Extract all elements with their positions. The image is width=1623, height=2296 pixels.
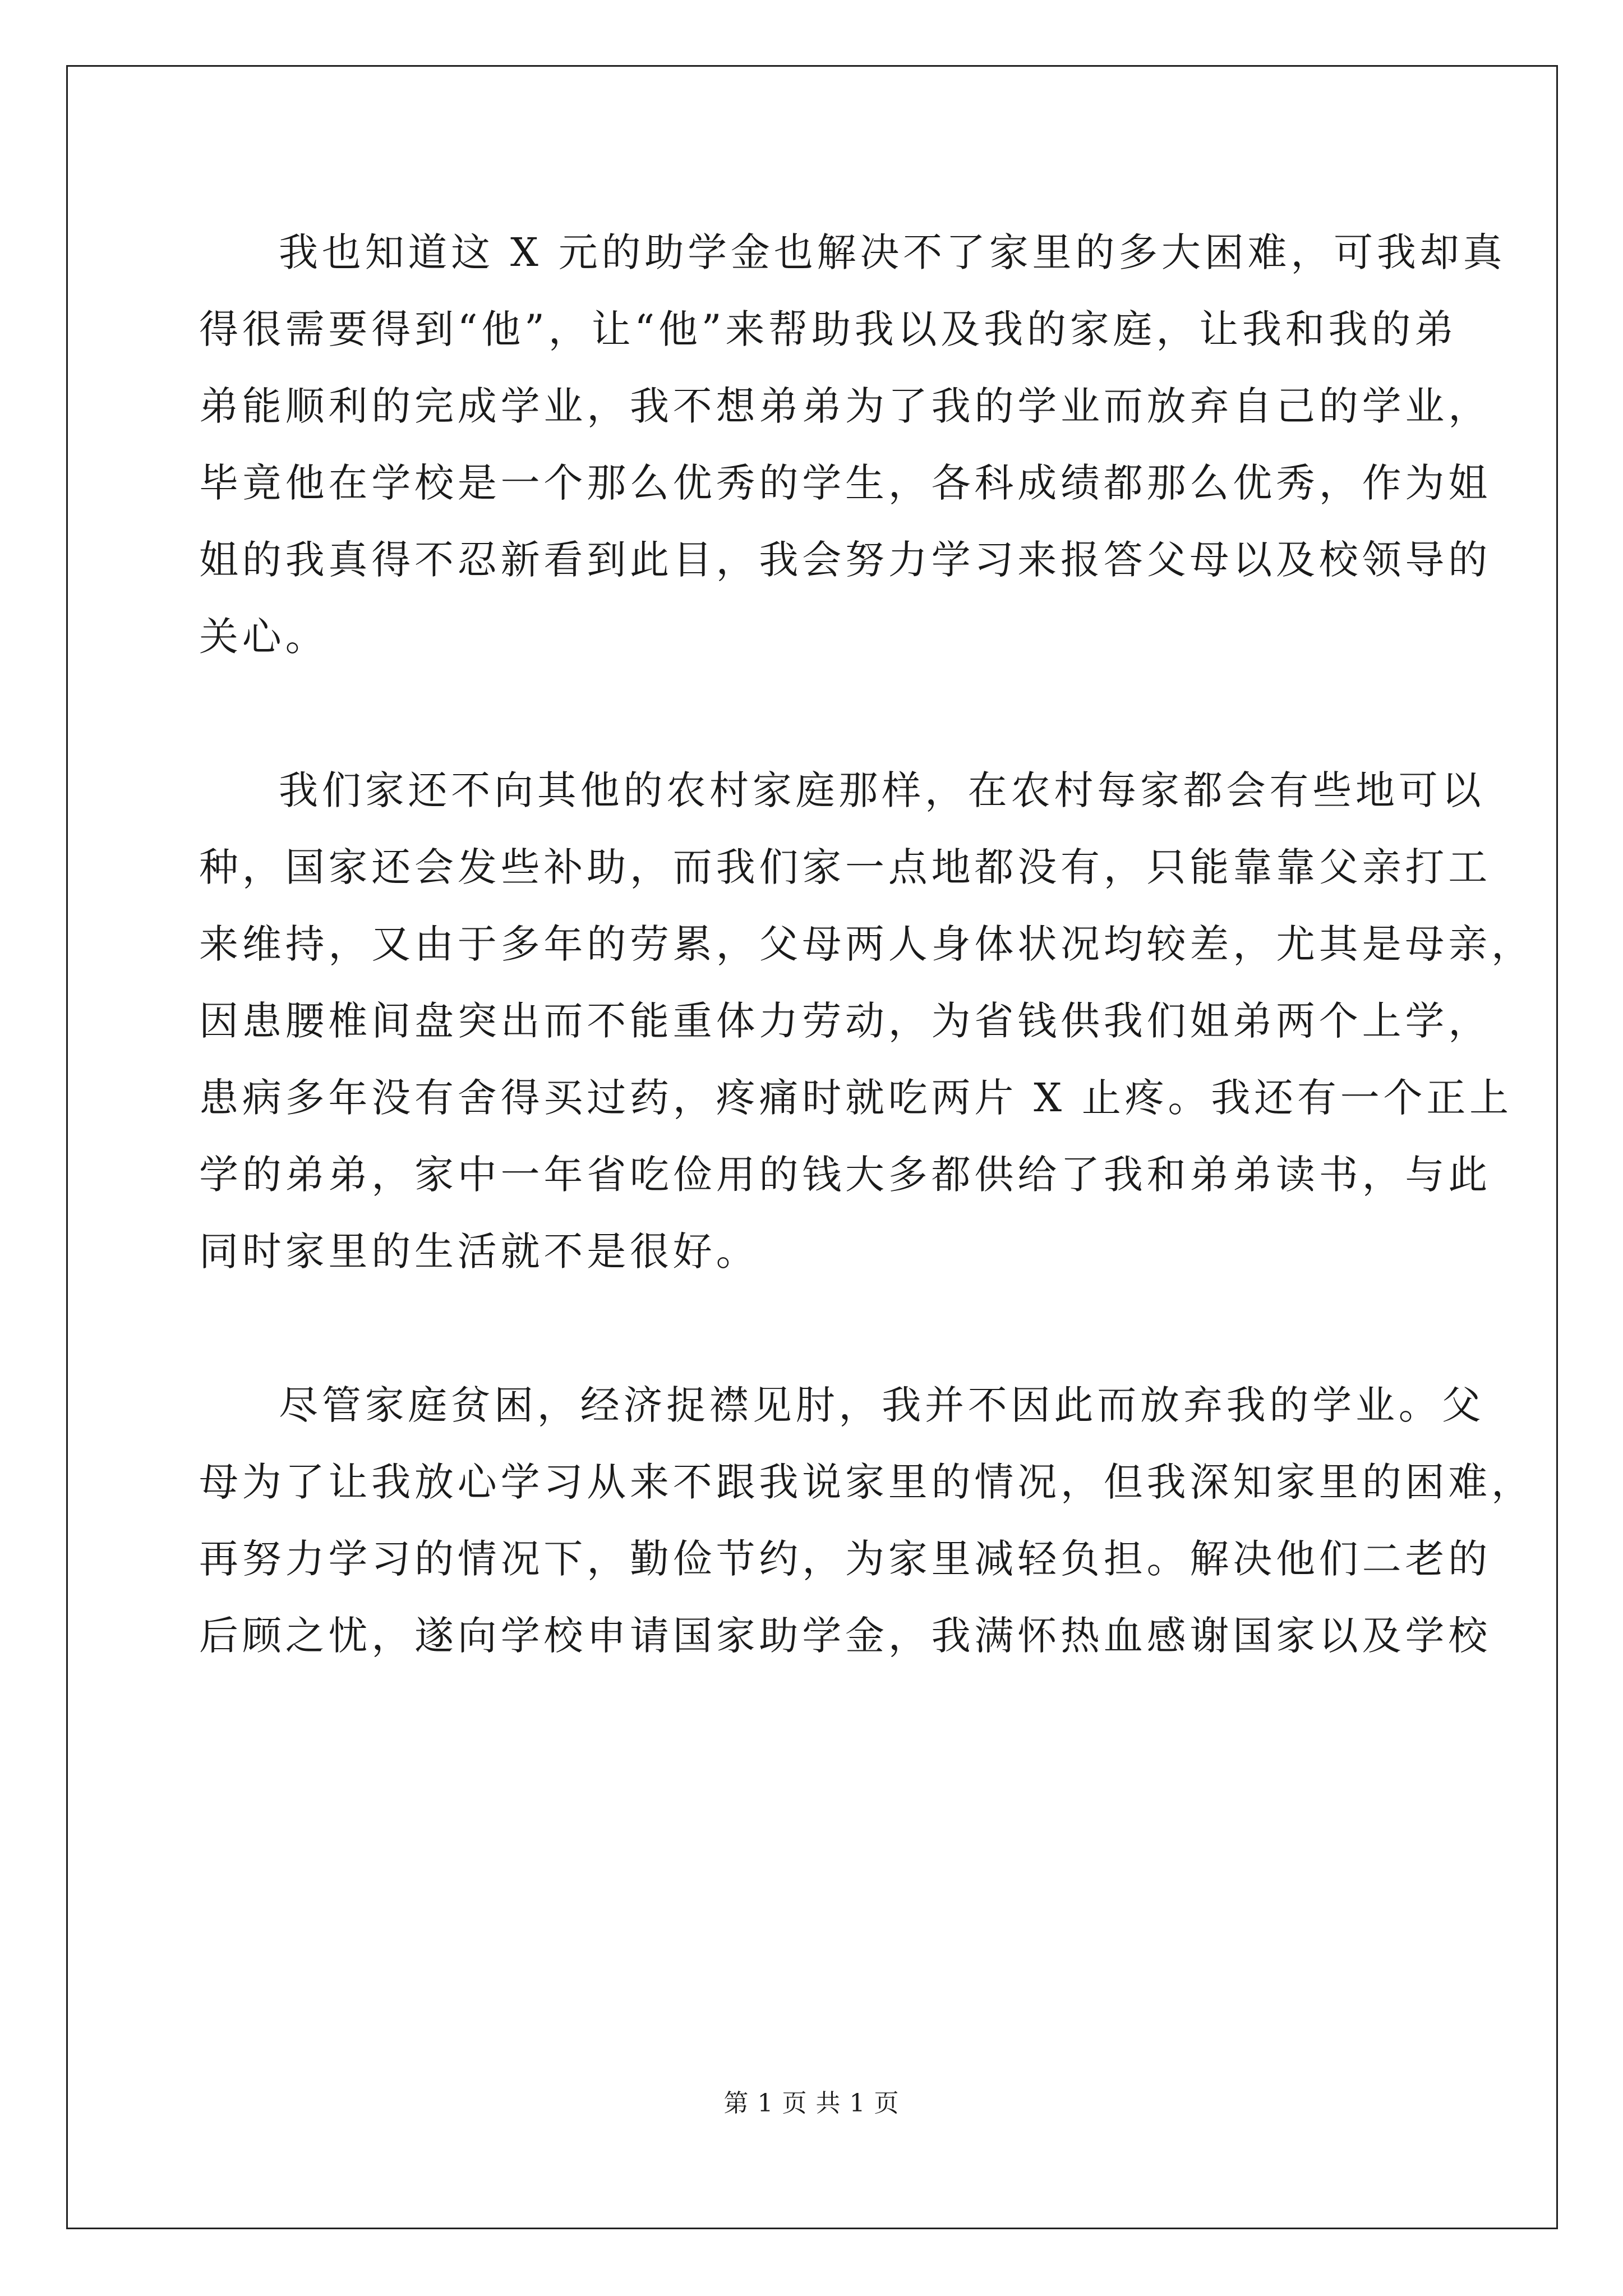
text-line: 弟能顺利的完成学业，我不想弟弟为了我的学业而放弃自己的学业，: [199, 383, 1491, 429]
paragraph-2: [199, 752, 1534, 1290]
text-line: 尽管家庭贫困，经济捉襟见肘，我并不因此而放弃我的学业。父: [279, 1382, 1485, 1428]
text-line: 得很需要得到“他”，让“他”来帮助我以及我的家庭，让我和我的弟: [199, 306, 1458, 352]
paragraph-3: [199, 1367, 1534, 1674]
text-line: 来维持，又由于多年的劳累，父母两人身体状况均较差，尤其是母亲，: [199, 921, 1534, 967]
text-line: 种，国家还会发些补助，而我们家一点地都没有，只能靠靠父亲打工: [199, 844, 1491, 890]
text-line: 母为了让我放心学习从来不跟我说家里的情况，但我深知家里的困难，: [199, 1459, 1534, 1505]
page-footer: [0, 2087, 1623, 2120]
text-line: 同时家里的生活就不是很好。: [199, 1228, 759, 1274]
text-line: 因患腰椎间盘突出而不能重体力劳动，为省钱供我们姐弟两个上学，: [199, 998, 1491, 1044]
page-number: 第 1 页 共 1 页: [723, 2089, 900, 2118]
paragraph-1: [199, 214, 1506, 675]
text-line: 我们家还不向其他的农村家庭那样，在农村每家都会有些地可以: [279, 767, 1485, 813]
text-line: 我也知道这 X 元的助学金也解决不了家里的多大困难，可我却真: [279, 229, 1506, 275]
text-line: 学的弟弟，家中一年省吃俭用的钱大多都供给了我和弟弟读书，与此: [199, 1152, 1491, 1198]
text-line: 患病多年没有舍得买过药，疼痛时就吃两片 X 止疼。我还有一个正上: [199, 1075, 1513, 1121]
text-line: 毕竟他在学校是一个那么优秀的学生，各科成绩都那么优秀，作为姐: [199, 460, 1491, 506]
text-line: 后顾之忧，遂向学校申请国家助学金，我满怀热血感谢国家以及学校: [199, 1613, 1491, 1659]
text-line: 再努力学习的情况下，勤俭节约，为家里减轻负担。解决他们二老的: [199, 1536, 1491, 1582]
document-body: [199, 214, 1534, 1674]
text-line: 姐的我真得不忍新看到此目，我会努力学习来报答父母以及校领导的: [199, 537, 1491, 583]
text-line: 关心。: [199, 614, 329, 660]
